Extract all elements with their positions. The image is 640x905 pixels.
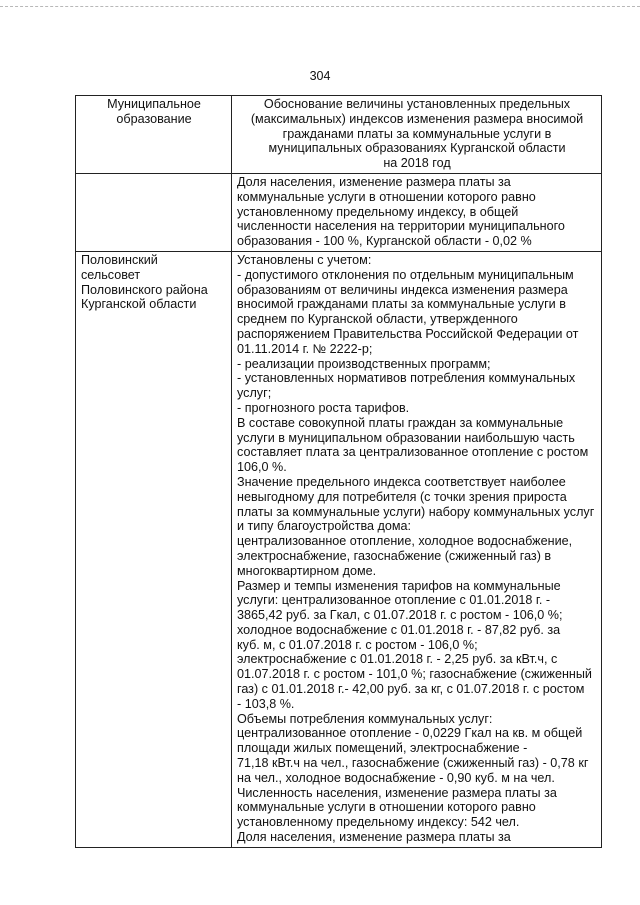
text-line: куб. м, с 01.07.2018 г. с ростом - 106,0 %; [237, 637, 478, 652]
text-line: Численность населения, изменение размера платы за [237, 785, 557, 800]
text-line: Значение предельного индекса соответствует наиболее [237, 474, 566, 489]
text-line: услуг; [237, 386, 272, 401]
text-line: - установленных нормативов потребления коммунальных [237, 371, 576, 386]
text-line: установленному предельному индексу, в общей [237, 204, 519, 219]
text-line: - реализации производственных программ; [237, 356, 491, 371]
table-row-polovinsky [76, 251, 602, 847]
text-line: - допустимого отклонения по отдельным муниципальным [237, 267, 574, 282]
page-number: 304 [309, 69, 331, 83]
text-line: централизованное отопление - 0,0229 Гкал на кв. м общей [237, 726, 583, 741]
text-line: образования - 100 %, Курганской области - 0,02 % [237, 234, 532, 249]
text-line: платы за коммунальные услуги) набору коммунальных услуг [237, 504, 595, 519]
text-line: централизованное отопление, холодное водоснабжение, [237, 534, 573, 549]
text-line: коммунальные услуги в отношении которого равно [237, 800, 536, 815]
row1-municipality-cell [76, 173, 232, 251]
text-line: гражданами платы за коммунальные услуги в [282, 126, 552, 141]
table-header-row [76, 96, 602, 174]
header-municipality-cell [76, 96, 232, 174]
text-line: среднем по Курганской области, утвержденного [237, 312, 518, 327]
text-line: Половинский [81, 252, 158, 267]
text-line: Половинского района [81, 282, 208, 297]
text-line: на чел., холодное водоснабжение - 0,90 куб. м на чел. [237, 770, 555, 785]
row2-municipality-cell [76, 251, 232, 847]
text-line: В составе совокупной платы граждан за коммунальные [237, 415, 564, 430]
table-row-continuation [76, 173, 602, 251]
text-line: электроснабжение с 01.01.2018 г. - 2,25 руб. за кВт.ч, с [237, 652, 558, 667]
text-line: численности населения на территории муниципального [237, 219, 565, 234]
text-line: услуги: централизованное отопление с 01.01.2018 г. - [237, 593, 551, 608]
text-line: установленному предельному индексу: 542 чел. [237, 815, 520, 830]
text-line: многоквартирном доме. [237, 563, 377, 578]
text-line: холодное водоснабжение с 01.01.2018 г. - 87,82 руб. за [237, 622, 561, 637]
text-line: 71,18 кВт.ч на чел., газоснабжение (сжиженный газ) - 0,78 кг [237, 756, 589, 771]
text-line: услуги в муниципальном образовании наибольшую часть [237, 430, 575, 445]
text-line: и типу благоустройства дома: [237, 519, 412, 534]
text-line: Муниципальное [107, 97, 201, 111]
text-line: Объемы потребления коммунальных услуг: [237, 711, 493, 726]
text-line: вносимой гражданами платы за коммунальные услуги в [237, 297, 566, 312]
row2-justification-cell [232, 251, 602, 847]
text-line: электроснабжение, газоснабжение (сжиженный газ) в [237, 548, 552, 563]
text-line: образование [116, 111, 192, 126]
municipal-index-table [75, 95, 602, 848]
text-line: Доля населения, изменение размера платы за [237, 830, 511, 845]
text-line: 3865,42 руб. за Гкал, с 01.07.2018 г. с ростом - 106,0 %; [237, 608, 563, 623]
text-line: - прогнозного роста тарифов. [237, 400, 410, 415]
text-line: Обоснование величины установленных предельных [263, 97, 571, 111]
text-line: Размер и темпы изменения тарифов на коммунальные [237, 578, 561, 593]
text-line: муниципальных образованиях Курганской области [268, 141, 566, 156]
text-line: невыгодному для потребителя (с точки зрения прироста [237, 489, 567, 504]
text-line: сельсовет [81, 267, 141, 282]
text-line: (максимальных) индексов изменения размера вносимой [250, 111, 584, 126]
text-line: - 103,8 %. [237, 696, 295, 711]
text-line: 01.07.2018 г. с ростом - 101,0 %; газоснабжение (сжиженный [237, 667, 592, 682]
text-line: Курганской области [81, 297, 197, 312]
row1-justification-cell [232, 173, 602, 251]
top-scan-rule [0, 6, 640, 7]
text-line: 106,0 %. [237, 460, 287, 475]
header-justification-cell [232, 96, 602, 174]
text-line: 01.11.2014 г. № 2222-р; [237, 341, 373, 356]
text-line: газ) с 01.01.2018 г.- 42,00 руб. за кг, с 01.07.2018 г. с ростом [237, 682, 585, 697]
text-line: на 2018 год [383, 156, 451, 171]
text-line: распоряжением Правительства Российской Федерации от [237, 326, 579, 341]
text-line: составляет плата за централизованное отопление с ростом [237, 445, 589, 460]
text-line: площади жилых помещений, электроснабжение - [237, 741, 528, 756]
text-line: Установлены с учетом: [237, 252, 372, 267]
text-line: коммунальные услуги в отношении которого равно [237, 189, 536, 204]
text-line: образованиям от величины индекса изменения размера [237, 282, 568, 297]
text-line: Доля населения, изменение размера платы за [237, 174, 511, 189]
